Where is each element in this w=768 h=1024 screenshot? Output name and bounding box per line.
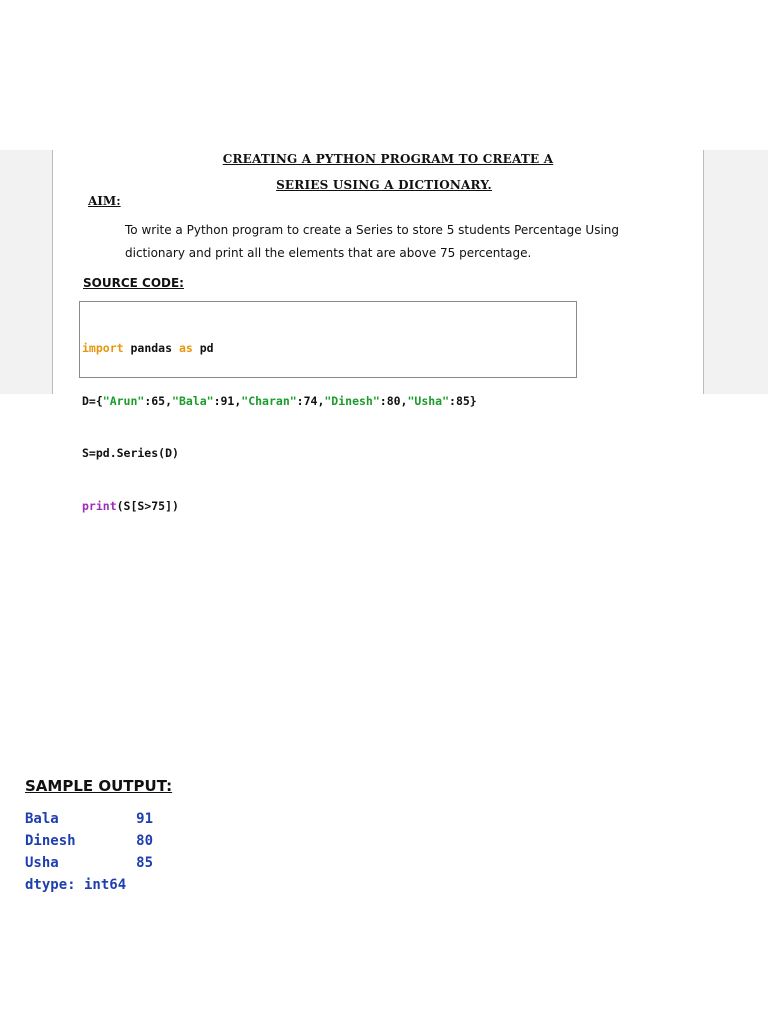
- sample-output-heading: SAMPLE OUTPUT:: [25, 777, 173, 795]
- aim-text-line-2: dictionary and print all the elements that are above 75 percentage.: [125, 246, 532, 260]
- output-row: [25, 852, 153, 874]
- code-text: :80,: [379, 393, 408, 408]
- code-text: (S[S>75]): [116, 498, 179, 513]
- document-title-line-2: SERIES USING A DICTIONARY.: [276, 178, 492, 192]
- code-string: "Charan": [241, 393, 297, 408]
- code-keyword-as: as: [178, 341, 193, 355]
- code-line-4: [82, 498, 576, 516]
- output-row: [25, 830, 153, 852]
- code-text: D={: [82, 393, 103, 408]
- source-code-block: [79, 301, 577, 513]
- output-name: Dinesh: [25, 833, 76, 849]
- aim-heading: AIM:: [88, 194, 121, 208]
- output-name: Bala: [25, 811, 59, 827]
- code-string: "Arun": [102, 393, 145, 408]
- code-text: pd: [192, 341, 214, 355]
- code-text: pandas: [123, 341, 179, 355]
- sample-output-block: [25, 808, 153, 896]
- output-value: 80: [136, 833, 153, 849]
- output-value: 91: [136, 811, 153, 827]
- code-line-3: S=pd.Series(D): [82, 446, 179, 460]
- code-string: "Bala": [172, 393, 214, 408]
- document-title-line-1: CREATING A PYTHON PROGRAM TO CREATE A: [222, 152, 554, 166]
- code-keyword-import: import: [82, 341, 124, 355]
- output-value: 85: [136, 855, 153, 871]
- output-row: [25, 808, 153, 830]
- aim-text-line-1: To write a Python program to create a Series to store 5 students Percentage Using: [125, 223, 620, 237]
- aim-paragraph: [125, 219, 685, 265]
- code-text: :91,: [213, 393, 242, 408]
- code-text: :74,: [296, 393, 325, 408]
- code-line-2: [82, 393, 576, 411]
- code-keyword-print: print: [82, 498, 117, 513]
- code-string: "Usha": [407, 393, 450, 408]
- source-code-heading: SOURCE CODE:: [83, 276, 184, 290]
- output-name: Usha: [25, 855, 59, 871]
- code-text: :65,: [144, 393, 173, 408]
- code-line-1: [82, 340, 576, 358]
- output-dtype: dtype: int64: [25, 877, 127, 893]
- code-string: "Dinesh": [324, 393, 380, 408]
- code-text: :85}: [449, 393, 477, 408]
